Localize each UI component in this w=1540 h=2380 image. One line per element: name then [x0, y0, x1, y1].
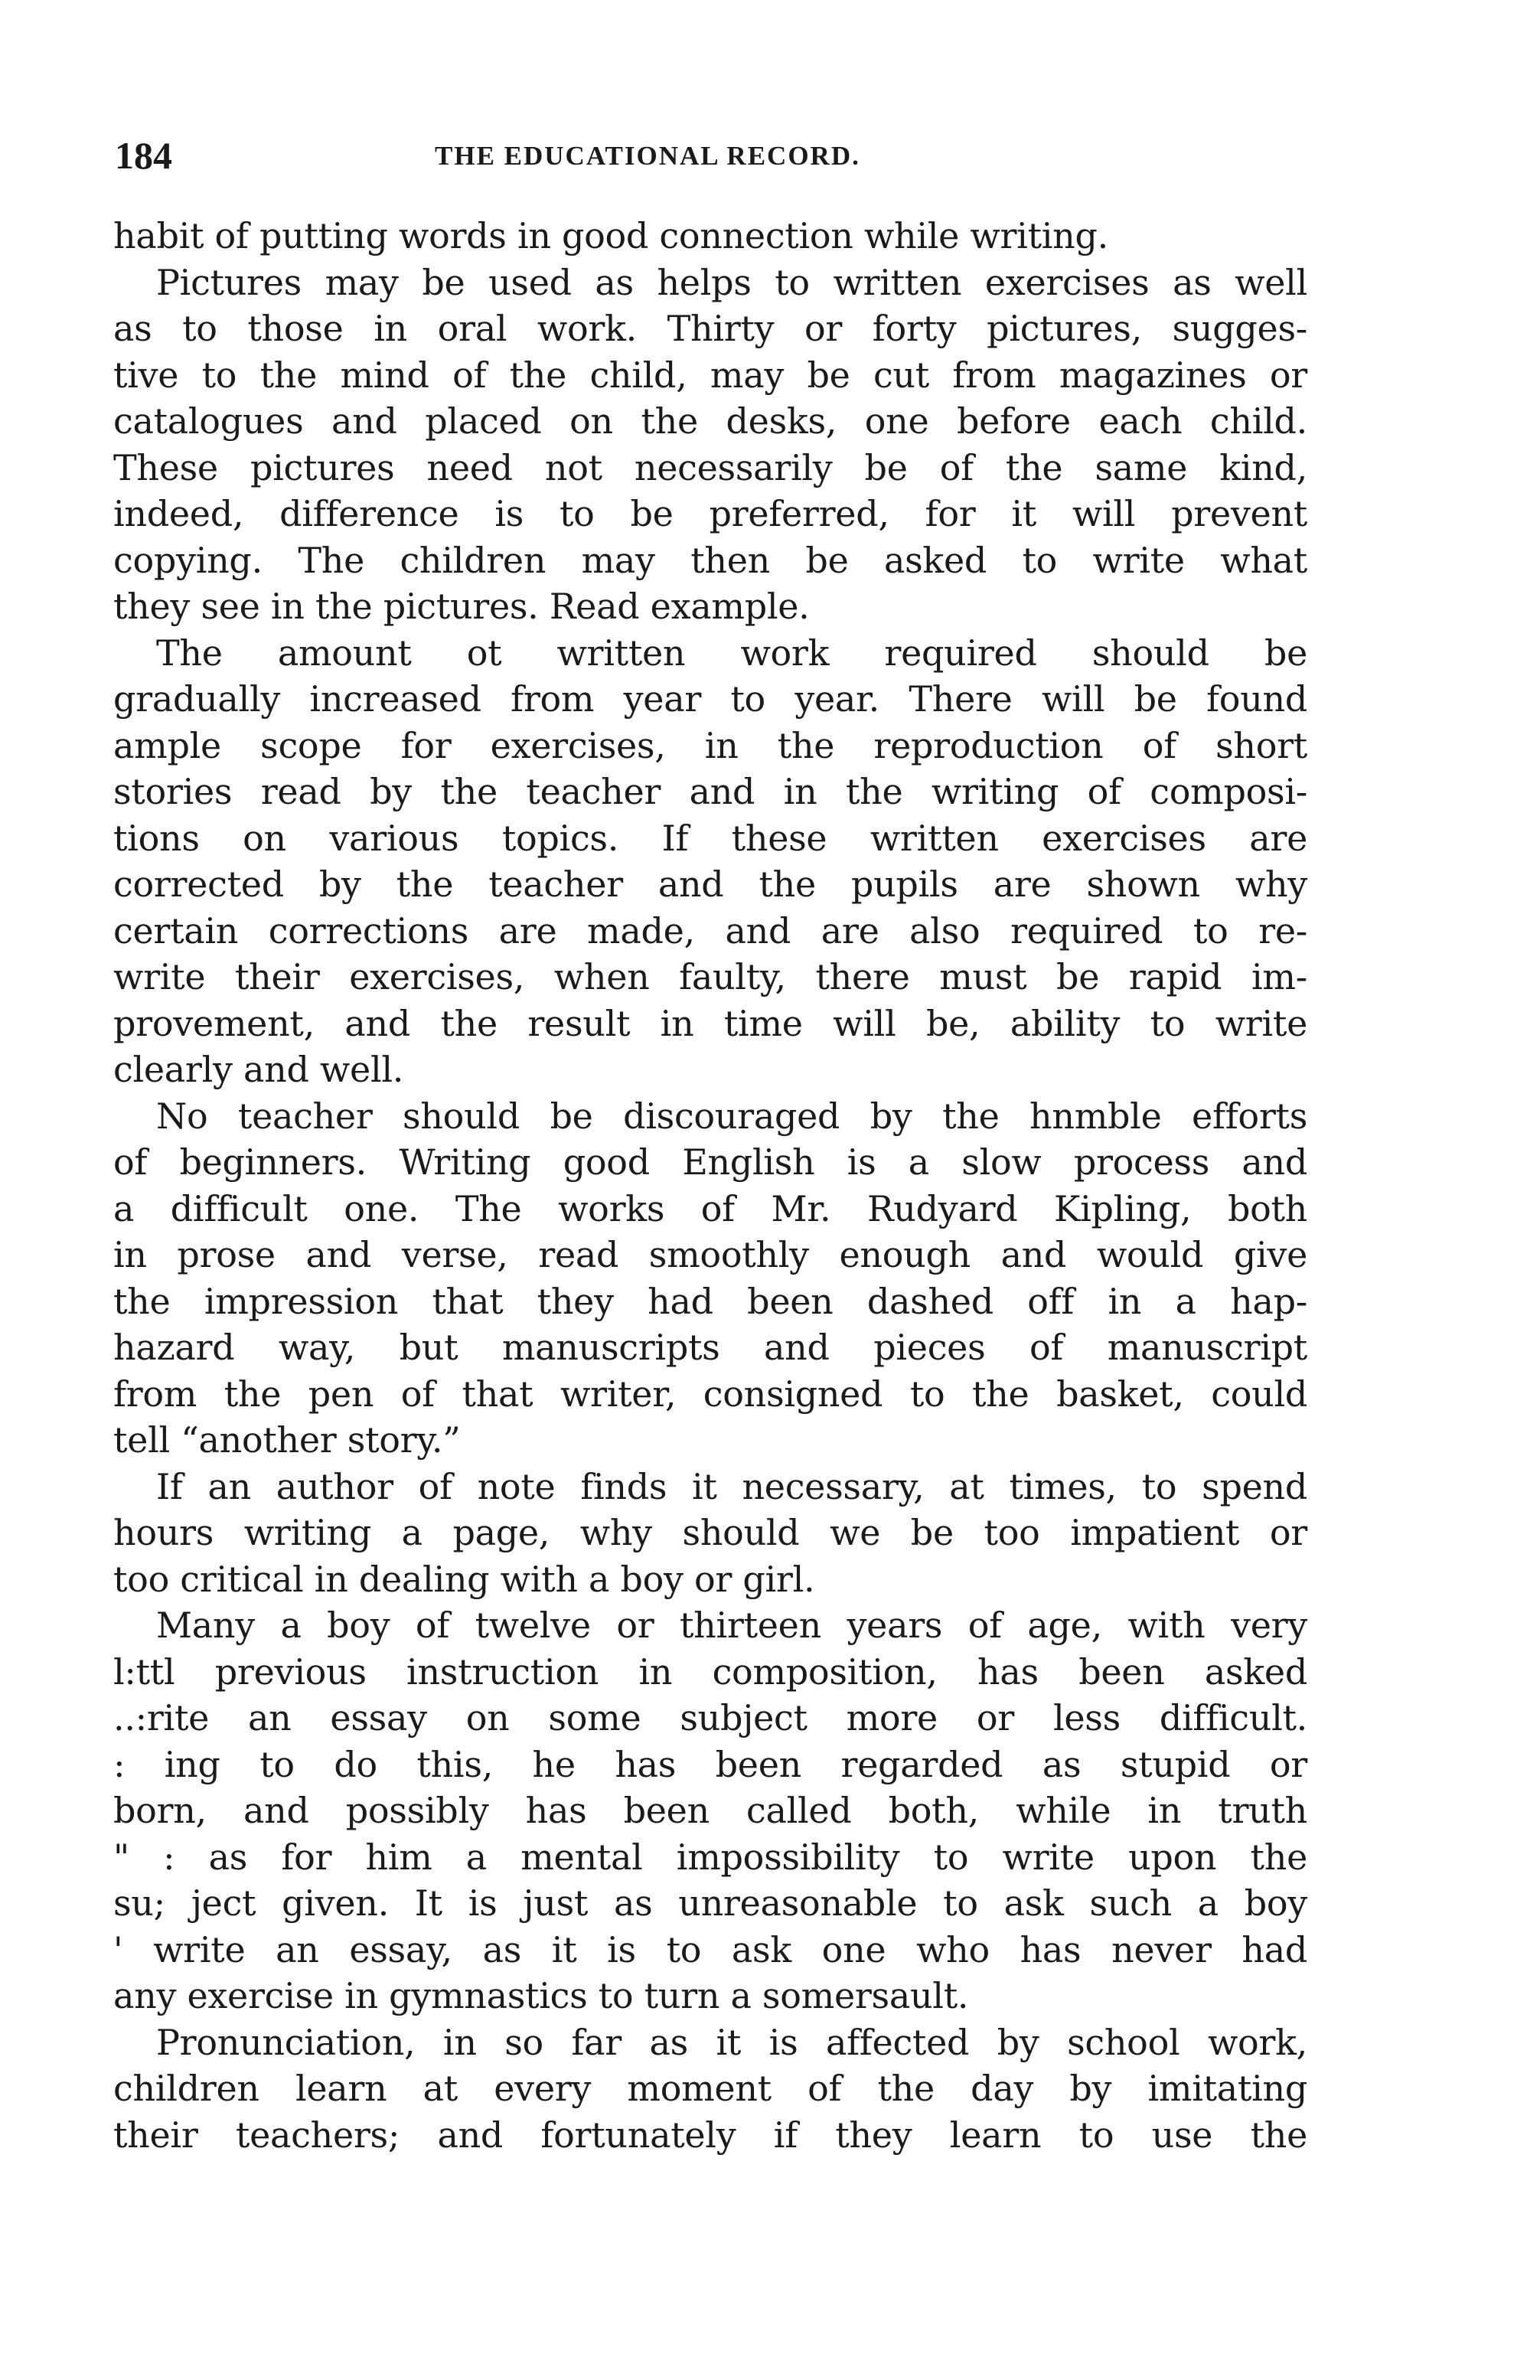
text-line: indeed, difference is to be preferred, for it will prevent: [113, 493, 1307, 534]
text-line: write their exercises, when faulty, there must be rapid im-: [113, 956, 1307, 997]
text-line: certain corrections are made, and are also required to re-: [113, 909, 1307, 952]
text-line: their teachers; and fortunately if they learn to use the: [113, 2114, 1307, 2156]
text-line: tive to the mind of the child, may be cut from magazines or: [113, 354, 1307, 396]
text-line: corrected by the teacher and the pupils are shown why: [113, 864, 1307, 905]
text-line: the impression that they had been dashed off in a hap-: [113, 1280, 1307, 1322]
text-line: too critical in dealing with a boy or girl.: [113, 1558, 815, 1600]
text-line: provement, and the result in time will be, ability to write: [113, 1002, 1307, 1044]
running-head: THE EDUCATIONAL RECORD.: [435, 141, 860, 171]
text-line: The amount ot written work required should be: [156, 632, 1307, 674]
text-line: clearly and well.: [113, 1049, 404, 1090]
text-line: catalogues and placed on the desks, one before each child.: [113, 400, 1307, 442]
text-line: : ing to do this, he has been regarded as stupid or: [113, 1743, 1307, 1785]
text-line: ample scope for exercises, in the reproduction of short: [113, 724, 1307, 766]
text-line: stories read by the teacher and in the writing of composi-: [113, 771, 1307, 812]
text-line: ' write an essay, as it is to ask one who has never had: [113, 1928, 1307, 1970]
text-line: hours writing a page, why should we be too impatient or: [113, 1512, 1307, 1553]
text-line: habit of putting words in good connection while writing.: [113, 215, 1108, 256]
text-line: No teacher should be discouraged by the hnmble efforts: [156, 1095, 1307, 1137]
text-line: These pictures need not necessarily be of the same kind,: [113, 446, 1307, 488]
text-line: hazard way, but manuscripts and pieces of manuscript: [113, 1327, 1307, 1368]
text-line: tions on various topics. If these written exercises are: [113, 817, 1307, 859]
text-line: any exercise in gymnastics to turn a somersault.: [113, 1975, 969, 2016]
text-line: ..:rite an essay on some subject more or less difficult.: [113, 1697, 1307, 1738]
text-line: Many a boy of twelve or thirteen years of age, with very: [156, 1605, 1307, 1646]
text-line: in prose and verse, read smoothly enough and would give: [113, 1234, 1307, 1275]
text-line: tell “another story.”: [113, 1419, 461, 1461]
text-line: copying. The children may then be asked to write what: [113, 539, 1307, 581]
text-line: l:ttl previous instruction in composition, has been asked: [113, 1650, 1307, 1693]
text-line: a difficult one. The works of Mr. Rudyard Kipling, both: [113, 1187, 1307, 1229]
text-line: they see in the pictures. Read example.: [113, 586, 810, 627]
text-line: born, and possibly has been called both, while in truth: [113, 1790, 1307, 1831]
text-line: " : as for him a mental impossibility to write upon the: [113, 1836, 1307, 1878]
body-text: [113, 213, 1307, 2158]
page-number: 184: [115, 134, 172, 177]
text-line: children learn at every moment of the day by imitating: [113, 2068, 1307, 2109]
text-line: gradually increased from year to year. There will be found: [113, 678, 1307, 720]
text-line: If an author of note finds it necessary, at times, to spend: [156, 1465, 1307, 1507]
text-line: of beginners. Writing good English is a slow process and: [113, 1141, 1307, 1183]
text-line: Pronunciation, in so far as it is affected by school work,: [156, 2021, 1307, 2063]
page-header: [115, 133, 1309, 187]
text-line: as to those in oral work. Thirty or forty pictures, sugges-: [113, 308, 1307, 349]
text-line: su; ject given. It is just as unreasonable to ask such a boy: [113, 1882, 1307, 1924]
text-line: Pictures may be used as helps to written exercises as well: [156, 261, 1307, 303]
text-line: from the pen of that writer, consigned to the basket, could: [113, 1373, 1307, 1415]
